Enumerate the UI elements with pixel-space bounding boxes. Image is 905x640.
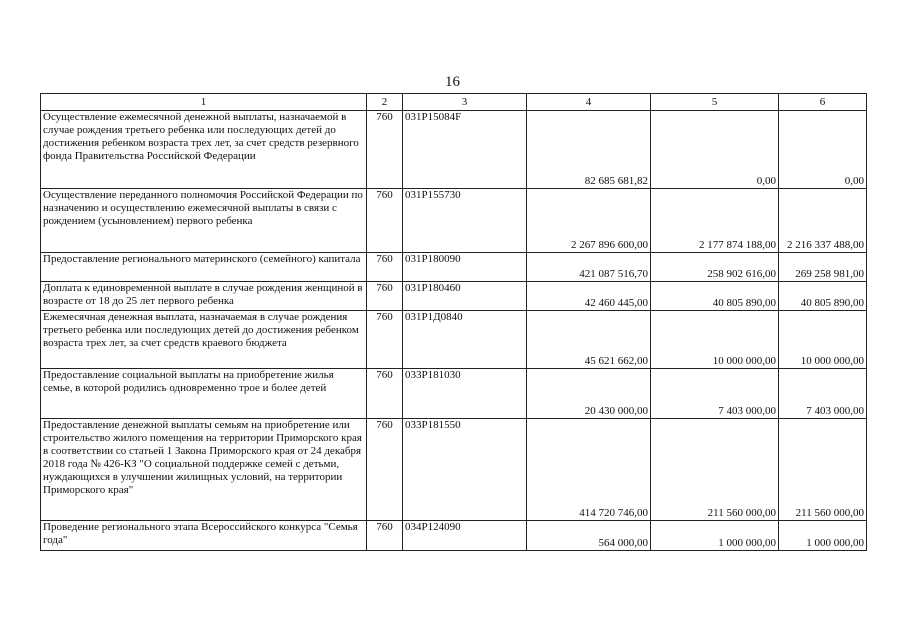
row-amount-col5: 40 805 890,00 bbox=[651, 282, 779, 311]
table-row bbox=[41, 521, 867, 551]
row-amount-col6: 7 403 000,00 bbox=[779, 369, 867, 419]
row-code: 760 bbox=[367, 369, 403, 419]
row-amount-col4: 564 000,00 bbox=[527, 521, 651, 551]
table-row bbox=[41, 189, 867, 253]
row-csr: 031P180090 bbox=[403, 253, 527, 282]
row-amount-col4: 42 460 445,00 bbox=[527, 282, 651, 311]
row-amount-col6: 269 258 981,00 bbox=[779, 253, 867, 282]
row-name: Проведение регионального этапа Всероссийского конкурса "Семья года" bbox=[41, 521, 367, 551]
header-col-5: 5 bbox=[651, 94, 779, 111]
row-name: Доплата к единовременной выплате в случае рождения женщиной в возрасте от 18 до 25 лет первого ребенка bbox=[41, 282, 367, 311]
row-name: Осуществление переданного полномочия Российской Федерации по назначению и осуществлению ежемесячной выплаты в связи с рождением (усыновлением) первого ребенка bbox=[41, 189, 367, 253]
row-amount-col4: 421 087 516,70 bbox=[527, 253, 651, 282]
row-code: 760 bbox=[367, 419, 403, 521]
row-name: Ежемесячная денежная выплата, назначаемая в случае рождения третьего ребенка или последующих детей до достижения ребенком возраста трех лет, за счет средств краевого бюджета bbox=[41, 311, 367, 369]
table-row bbox=[41, 111, 867, 189]
row-amount-col5: 10 000 000,00 bbox=[651, 311, 779, 369]
row-name: Предоставление денежной выплаты семьям на приобретение или строительство жилого помещения на территории Приморского края в соответствии со статьей 1 Закона Приморского края от 24 декабря 2018 года № 426-КЗ "О социальной поддержке семей с детьми, нуждающихся в улучшении жилищных условий, на территории Приморского края" bbox=[41, 419, 367, 521]
row-code: 760 bbox=[367, 253, 403, 282]
table-row bbox=[41, 282, 867, 311]
header-col-1: 1 bbox=[41, 94, 367, 111]
row-amount-col6: 10 000 000,00 bbox=[779, 311, 867, 369]
header-col-2: 2 bbox=[367, 94, 403, 111]
header-col-3: 3 bbox=[403, 94, 527, 111]
row-name: Предоставление регионального материнского (семейного) капитала bbox=[41, 253, 367, 282]
row-code: 760 bbox=[367, 311, 403, 369]
row-csr: 031P15084F bbox=[403, 111, 527, 189]
table-header-row bbox=[41, 94, 867, 111]
header-col-6: 6 bbox=[779, 94, 867, 111]
row-amount-col4: 2 267 896 600,00 bbox=[527, 189, 651, 253]
table-row bbox=[41, 311, 867, 369]
row-amount-col4: 20 430 000,00 bbox=[527, 369, 651, 419]
table-row bbox=[41, 419, 867, 521]
row-name: Предоставление социальной выплаты на приобретение жилья семье, в которой родились одновременно трое и более детей bbox=[41, 369, 367, 419]
row-code: 760 bbox=[367, 189, 403, 253]
row-code: 760 bbox=[367, 111, 403, 189]
row-amount-col5: 1 000 000,00 bbox=[651, 521, 779, 551]
row-amount-col6: 40 805 890,00 bbox=[779, 282, 867, 311]
budget-table bbox=[40, 93, 867, 551]
row-csr: 031P180460 bbox=[403, 282, 527, 311]
row-csr: 034P124090 bbox=[403, 521, 527, 551]
row-code: 760 bbox=[367, 282, 403, 311]
row-amount-col4: 414 720 746,00 bbox=[527, 419, 651, 521]
row-name: Осуществление ежемесячной денежной выплаты, назначаемой в случае рождения третьего ребенка или последующих детей до достижения ребенком возраста трех лет, за счет средств резервного фонда Правительства Российской Федерации bbox=[41, 111, 367, 189]
row-amount-col4: 82 685 681,82 bbox=[527, 111, 651, 189]
row-csr: 033P181550 bbox=[403, 419, 527, 521]
header-col-4: 4 bbox=[527, 94, 651, 111]
row-csr: 031P155730 bbox=[403, 189, 527, 253]
row-csr: 033P181030 bbox=[403, 369, 527, 419]
table-row bbox=[41, 253, 867, 282]
row-amount-col5: 0,00 bbox=[651, 111, 779, 189]
row-amount-col6: 2 216 337 488,00 bbox=[779, 189, 867, 253]
row-amount-col5: 211 560 000,00 bbox=[651, 419, 779, 521]
row-amount-col4: 45 621 662,00 bbox=[527, 311, 651, 369]
row-csr: 031P1Д0840 bbox=[403, 311, 527, 369]
row-amount-col5: 2 177 874 188,00 bbox=[651, 189, 779, 253]
page-number: 16 bbox=[445, 74, 460, 90]
row-amount-col5: 7 403 000,00 bbox=[651, 369, 779, 419]
row-code: 760 bbox=[367, 521, 403, 551]
row-amount-col6: 211 560 000,00 bbox=[779, 419, 867, 521]
row-amount-col5: 258 902 616,00 bbox=[651, 253, 779, 282]
row-amount-col6: 1 000 000,00 bbox=[779, 521, 867, 551]
row-amount-col6: 0,00 bbox=[779, 111, 867, 189]
table-row bbox=[41, 369, 867, 419]
